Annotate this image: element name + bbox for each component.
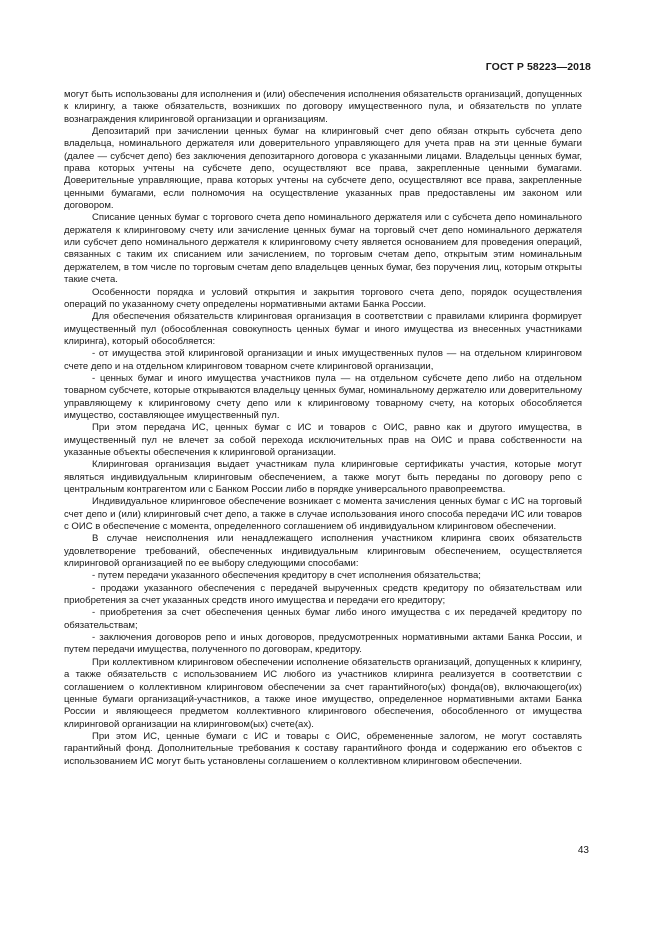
list-item: - заключения договоров репо и иных договоров, предусмотренных нормативными актами Банка России, и путем передачи имущества, полученного по договорам, кредитору.: [64, 632, 582, 656]
paragraph: Особенности порядка и условий открытия и закрытия торгового счета депо, порядок осуществления операций по указанному счету определены нормативными актами Банка России.: [64, 286, 582, 310]
list-item: - путем передачи указанного обеспечения кредитору в счет исполнения обязательства;: [92, 570, 481, 582]
document-body: [64, 89, 582, 768]
list-item: - от имущества этой клиринговой организации и иных имущественных пулов — на отдельном клиринговом счете депо и на отдельном клиринговом товарном счете клиринговой организации,: [64, 348, 582, 372]
paragraph: Списание ценных бумаг с торгового счета депо номинального держателя или с субсчета депо номинального держателя к клиринговому счету или зачисление ценных бумаг на торговый счет депо номинального держателя или субсчет депо номинального держателя к клиринговому счету является основанием для проведения операций, связанных с таким их списанием или зачислением, по торговым счетам депо, открытым этим номинальным держателем, в том числе по торговым счетам депо владельцев ценных бумаг, без поручения лиц, которым открыты такие счета.: [64, 212, 582, 286]
list-item: - продажи указанного обеспечения с передачей вырученных средств кредитору по обязательствам или приобретения за счет указанных средств иного имущества и передачи его кредитору;: [64, 582, 582, 607]
list-item: - приобретения за счет обеспечения ценных бумаг либо иного имущества с их передачей кредитору по обязательствам;: [64, 607, 582, 631]
paragraph: При этом передача ИС, ценных бумаг с ИС и товаров с ОИС, равно как и другого имущества, в имущественный пул не влечет за собой перехода исключительных прав на ОИС и права собственности на указанные объекты обеспечения к клиринговой организации.: [64, 422, 582, 458]
paragraph: Индивидуальное клиринговое обеспечение возникает с момента зачисления ценных бумаг с ИС на торговый счет депо и (или) клиринговый счет депо, а также в случае использования иного способа передачи ИС или товаров с ОИС в обеспечение с момента, определенного соглашением об индивидуальном клиринговом обеспечении.: [64, 496, 582, 533]
paragraph: Депозитарий при зачислении ценных бумаг на клиринговый счет депо обязан открыть субсчета депо владельца, номинального держателя или доверительного управляющего для учета прав на эти ценные бумаги (далее — субсчет депо) без заключения депозитарного договора с указанными лицами. Владельцы ценных бумаг, права которых учтены на субсчете депо, осуществляют все права, закрепленные ценными бумагами. Доверительные управляющие, права которых учтены на субсчете депо, осуществляют все права, закрепленные ценными бумагами, если полномочия на осуществление указанных прав предоставлены им законом или договором.: [64, 126, 582, 212]
paragraph: Для обеспечения обязательств клиринговая организация в соответствии с правилами клиринга формирует имущественный пул (обособленная совокупность ценных бумаг и иного имущества из внесенных участниками клиринга), который обособляется:: [64, 311, 582, 347]
paragraph: Клиринговая организация выдает участникам пула клиринговые сертификаты участия, которые могут являться индивидуальным клиринговым обеспечением, а также могут быть переданы по договору репо с центральным контрагентом или с Банком России либо в порядке универсального правопреемства.: [64, 459, 582, 495]
paragraph: При коллективном клиринговом обеспечении исполнение обязательств организаций, допущенных к клирингу, а также обязательств с использованием ИС любого из участников клиринга реализуется в соответствии с соглашением о коллективном клиринговом обеспечении за счет гарантийного(ых) фонда(ов), включающего(их) ценные бумаги организаций-участников, а также иное имущество, определенное нормативными актами Банка России и являющееся предметом коллективного клирингового обеспечения, обособленного от имущества клиринговой организации на клиринговом(ых) счете(ах).: [64, 656, 582, 730]
document-header: ГОСТ Р 58223—2018: [485, 61, 591, 73]
paragraph: В случае неисполнения или ненадлежащего исполнения участником клиринга своих обязательств удовлетворение требований, обеспеченных индивидуальным клиринговым обеспечением, осуществляется клиринговой организацией по ее выбору следующими способами:: [64, 533, 582, 570]
paragraph: могут быть использованы для исполнения и (или) обеспечения исполнения обязательств организаций, допущенных к клирингу, а также обязательств, возникших по договору имущественного пула, и обязательств по уплате вознаграждения клиринговой организации и организациям.: [64, 89, 582, 125]
paragraph: При этом ИС, ценные бумаги с ИС и товары с ОИС, обремененные залогом, не могут составлять гарантийный фонд. Дополнительные требования к составу гарантийного фонда и содержанию его объектов с использованием ИС могут быть установлены соглашением о коллективном клиринговом обеспечении.: [64, 730, 582, 767]
page-number: 43: [577, 845, 589, 856]
list-item: - ценных бумаг и иного имущества участников пула — на отдельном субсчете депо либо на отдельном товарном субсчете, которые открываются владельцу ценных бумаг, номинальному держателю или доверительному управляющему к клиринговому счету депо или к клиринговому товарному счету, на которых обособляется имущество, составляющее имущественный пул.: [64, 372, 582, 421]
